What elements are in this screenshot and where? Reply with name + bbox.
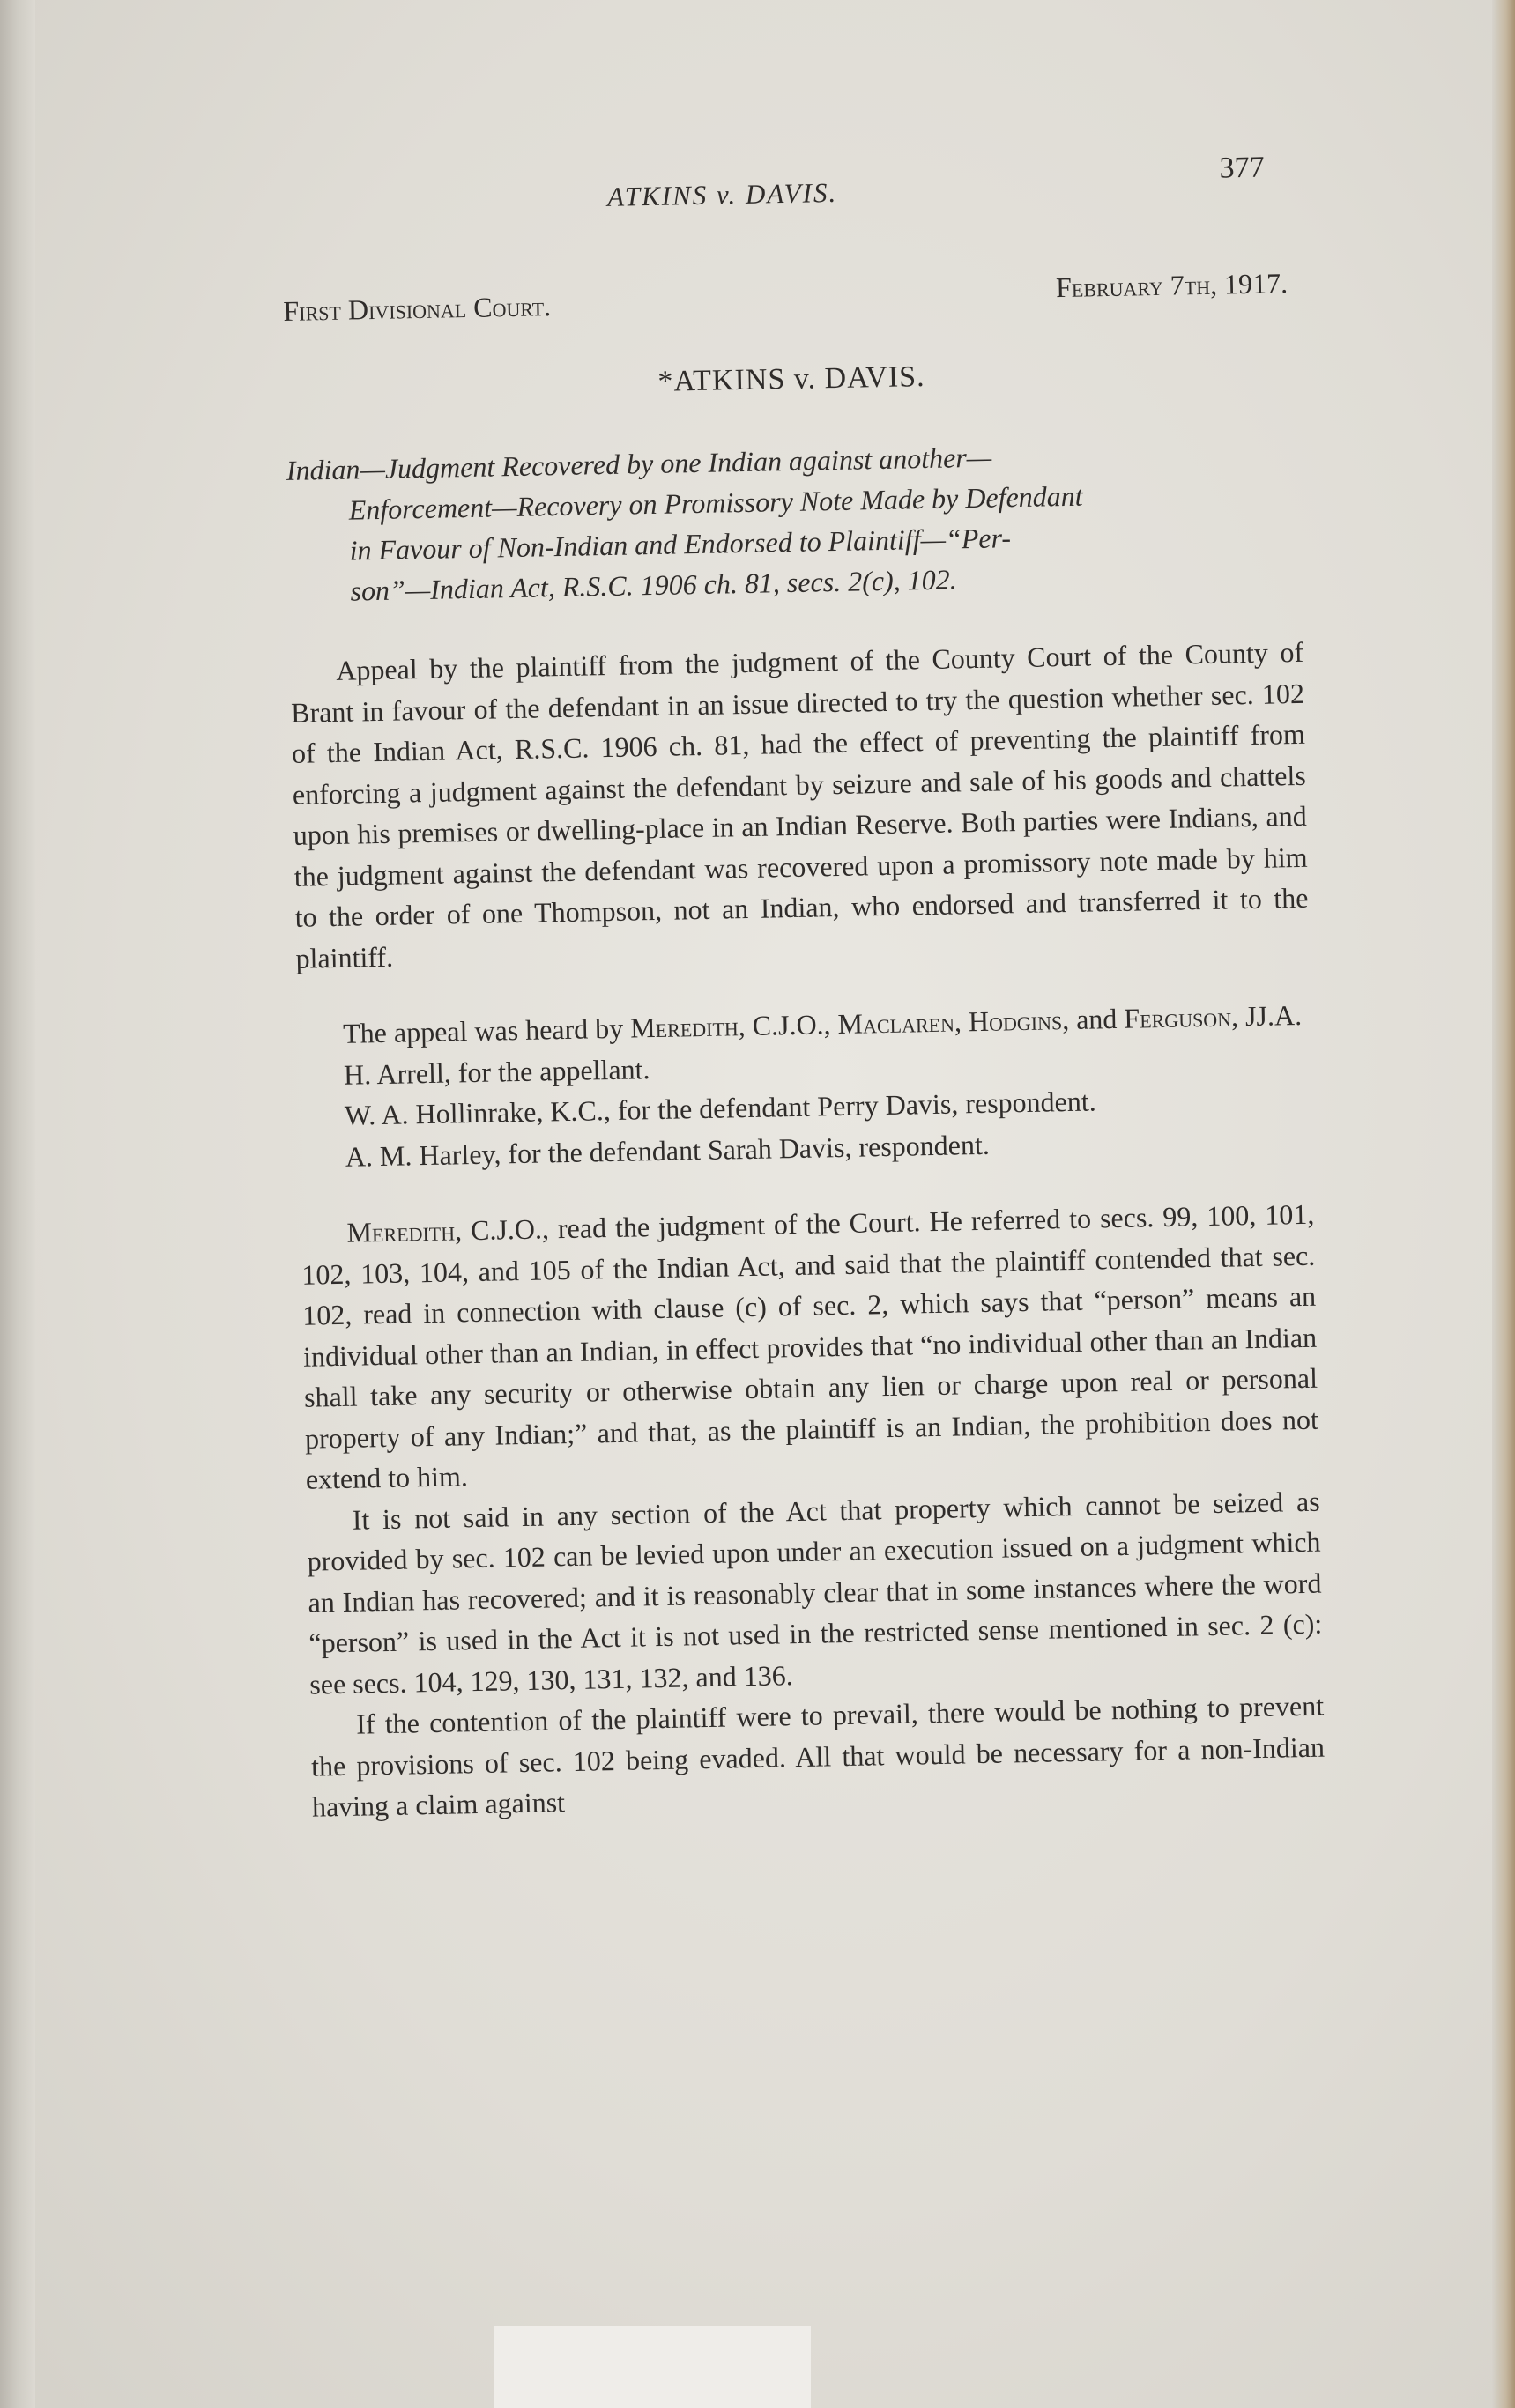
counsel-line: A. M. Harley, for the defendant Sarah Davis, respondent.	[345, 1128, 991, 1173]
headnote-line: son”—Indian Act, R.S.C. 1906 ch. 81, secs. 2(c), 102.	[350, 563, 957, 607]
decision-date: February 7th, 1917.	[1055, 267, 1288, 304]
page-edge	[1492, 0, 1515, 2408]
page-spine-shadow	[0, 0, 35, 2408]
court-line	[283, 267, 1297, 339]
headnote-line: Indian—Judgment Recovered by one Indian against another—	[286, 441, 992, 486]
hearing-intro: The appeal was heard by	[342, 1011, 631, 1049]
judge-name: Maclaren	[837, 1005, 955, 1041]
headnote-line: Enforcement—Recovery on Promissory Note Made by Defendant	[348, 479, 1083, 526]
judgment-paragraph: If the contention of the plaintiff were to prevail, there would be nothing to prevent the provisions of sec. 102 being evaded. All that would be necessary for a non-Indian having a claim against	[310, 1689, 1326, 1823]
page-content	[280, 135, 1326, 1827]
counsel-line: H. Arrell, for the appellant.	[343, 1052, 650, 1091]
hearing-end: , JJ.A.	[1230, 998, 1303, 1033]
hearing-separator: ,	[954, 1005, 969, 1038]
case-title: *ATKINS v. DAVIS.	[657, 360, 925, 398]
page-number: 377	[1219, 151, 1265, 185]
judgment-text: , C.J.O., read the judgment of the Court. He referred to secs. 99, 100, 101, 102, 103, 104, and 105 of the Indian Act, and said that the plaintiff contended that sec. 102, read in connection with clause (c) of sec. 2, which says that “person” means an individual other than an Indian, in effect provides that “no individual other than an Indian shall take any security or otherwise obtain any lien or charge upon real or personal property of any Indian;” and that, as the plaintiff is an Indian, the prohibition does not extend to him.	[301, 1197, 1319, 1495]
judgment-speaker: Meredith	[346, 1214, 456, 1248]
court-name: First Divisional Court.	[283, 290, 552, 327]
counsel-line: W. A. Hollinrake, K.C., for the defendant Perry Davis, respondent.	[344, 1085, 1096, 1131]
judgment-paragraph: It is not said in any section of the Act that property which cannot be seized as provided by sec. 102 can be levied upon under an execution issued on a judgment which an Indian has recovered; and it is reasonably clear that in some instances where the word “person” is used in the Act it is not used in the restricted sense mentioned in sec. 2 (c): see secs. 104, 129, 130, 131, 132, and 136.	[307, 1485, 1323, 1700]
judge-name: Ferguson	[1123, 1000, 1232, 1034]
headnote-line: in Favour of Non-Indian and Endorsed to Plaintiff—“Per-	[349, 522, 1012, 567]
judge-name: Meredith	[629, 1010, 739, 1044]
page-tab-strip	[494, 2326, 811, 2408]
judgment-paragraph	[301, 1194, 1319, 1500]
hearing-separator: , and	[1061, 1002, 1125, 1036]
running-head-title: ATKINS v. DAVIS.	[606, 176, 838, 212]
judge-name: Hodgins	[968, 1004, 1063, 1038]
hearing-separator: , C.J.O.,	[738, 1008, 838, 1042]
appeal-paragraph: Appeal by the plaintiff from the judgment of the County Court of the County of Brant in favour of the defendant in an issue directed to try the question whether sec. 102 of the Indian Act, R.S.C. 1906 ch. 81, had the effect of preventing the plaintiff from enforcing a judgment against the defendant by seizure and sale of his goods and chattels upon his premises or dwelling-place in an Indian Reserve. Both parties were Indians, and the judgment against the defendant was recovered upon a promissory note made by him to the order of one Thompson, not an Indian, who endorsed and transferred it to the plaintiff.	[290, 635, 1309, 974]
running-head	[280, 135, 1296, 242]
headnote	[286, 431, 1302, 612]
